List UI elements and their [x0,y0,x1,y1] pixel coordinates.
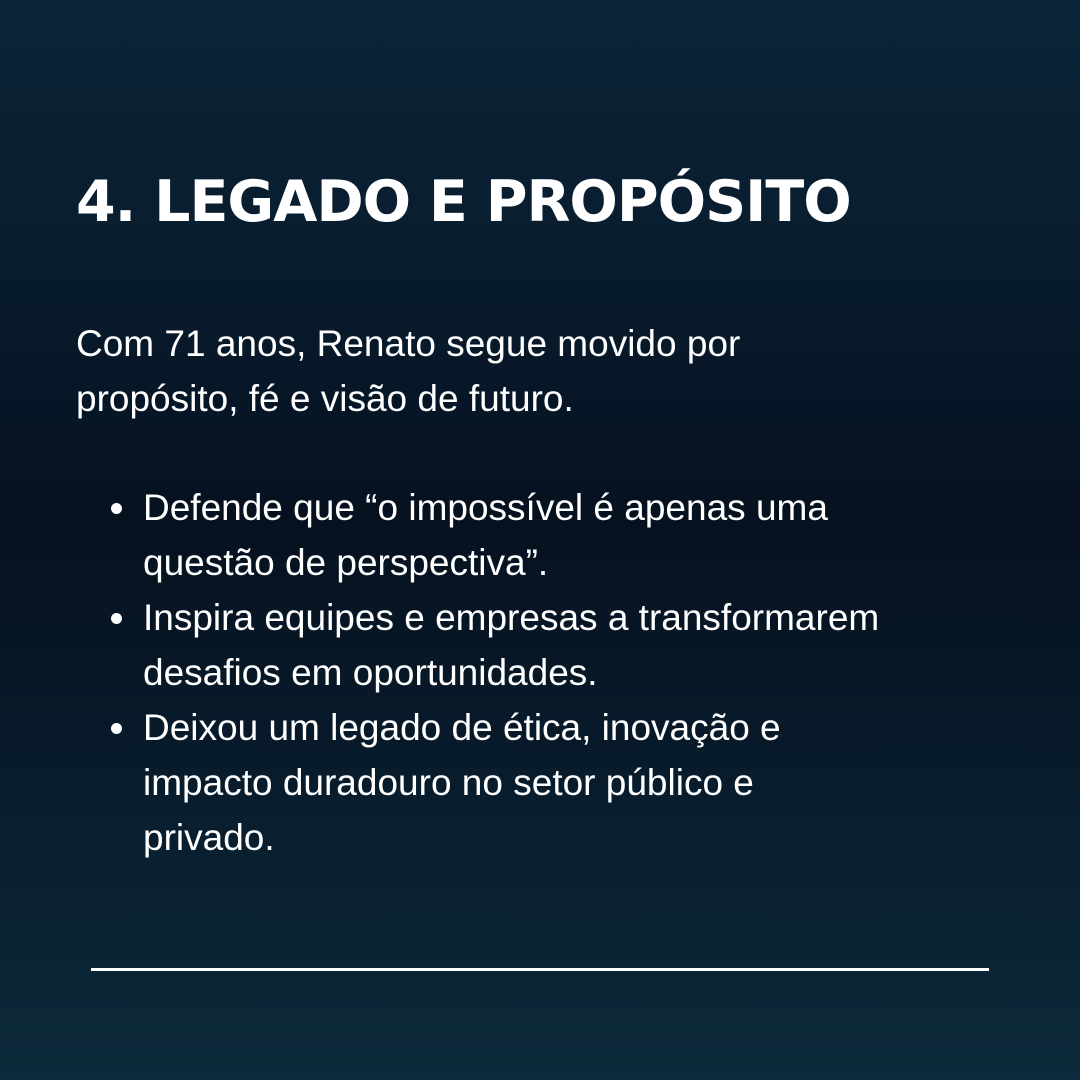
bullet-3-line-1: Deixou um legado de ética, inovação e [143,707,781,748]
intro-paragraph [76,316,976,426]
bullet-item-1 [106,480,1006,590]
bullet-1-line-2: questão de perspectiva”. [143,542,549,583]
bullet-dot-icon [111,503,122,514]
bullet-item-3 [106,700,1006,865]
bullet-2-line-2: desafios em oportunidades. [143,652,598,693]
bullet-3-line-3: privado. [143,817,275,858]
bullet-1-line-1: Defende que “o impossível é apenas uma [143,487,828,528]
bullet-3-line-2: impacto duradouro no setor público e [143,762,754,803]
intro-line-1: Com 71 anos, Renato segue movido por [76,323,741,364]
horizontal-divider [91,968,989,971]
intro-line-2: propósito, fé e visão de futuro. [76,378,574,419]
slide-title: 4. LEGADO E PROPÓSITO [76,169,851,235]
bullet-list [106,480,1006,865]
bullet-dot-icon [111,723,122,734]
bullet-item-2 [106,590,1006,700]
bullet-2-line-1: Inspira equipes e empresas a transformarem [143,597,880,638]
bullet-dot-icon [111,613,122,624]
